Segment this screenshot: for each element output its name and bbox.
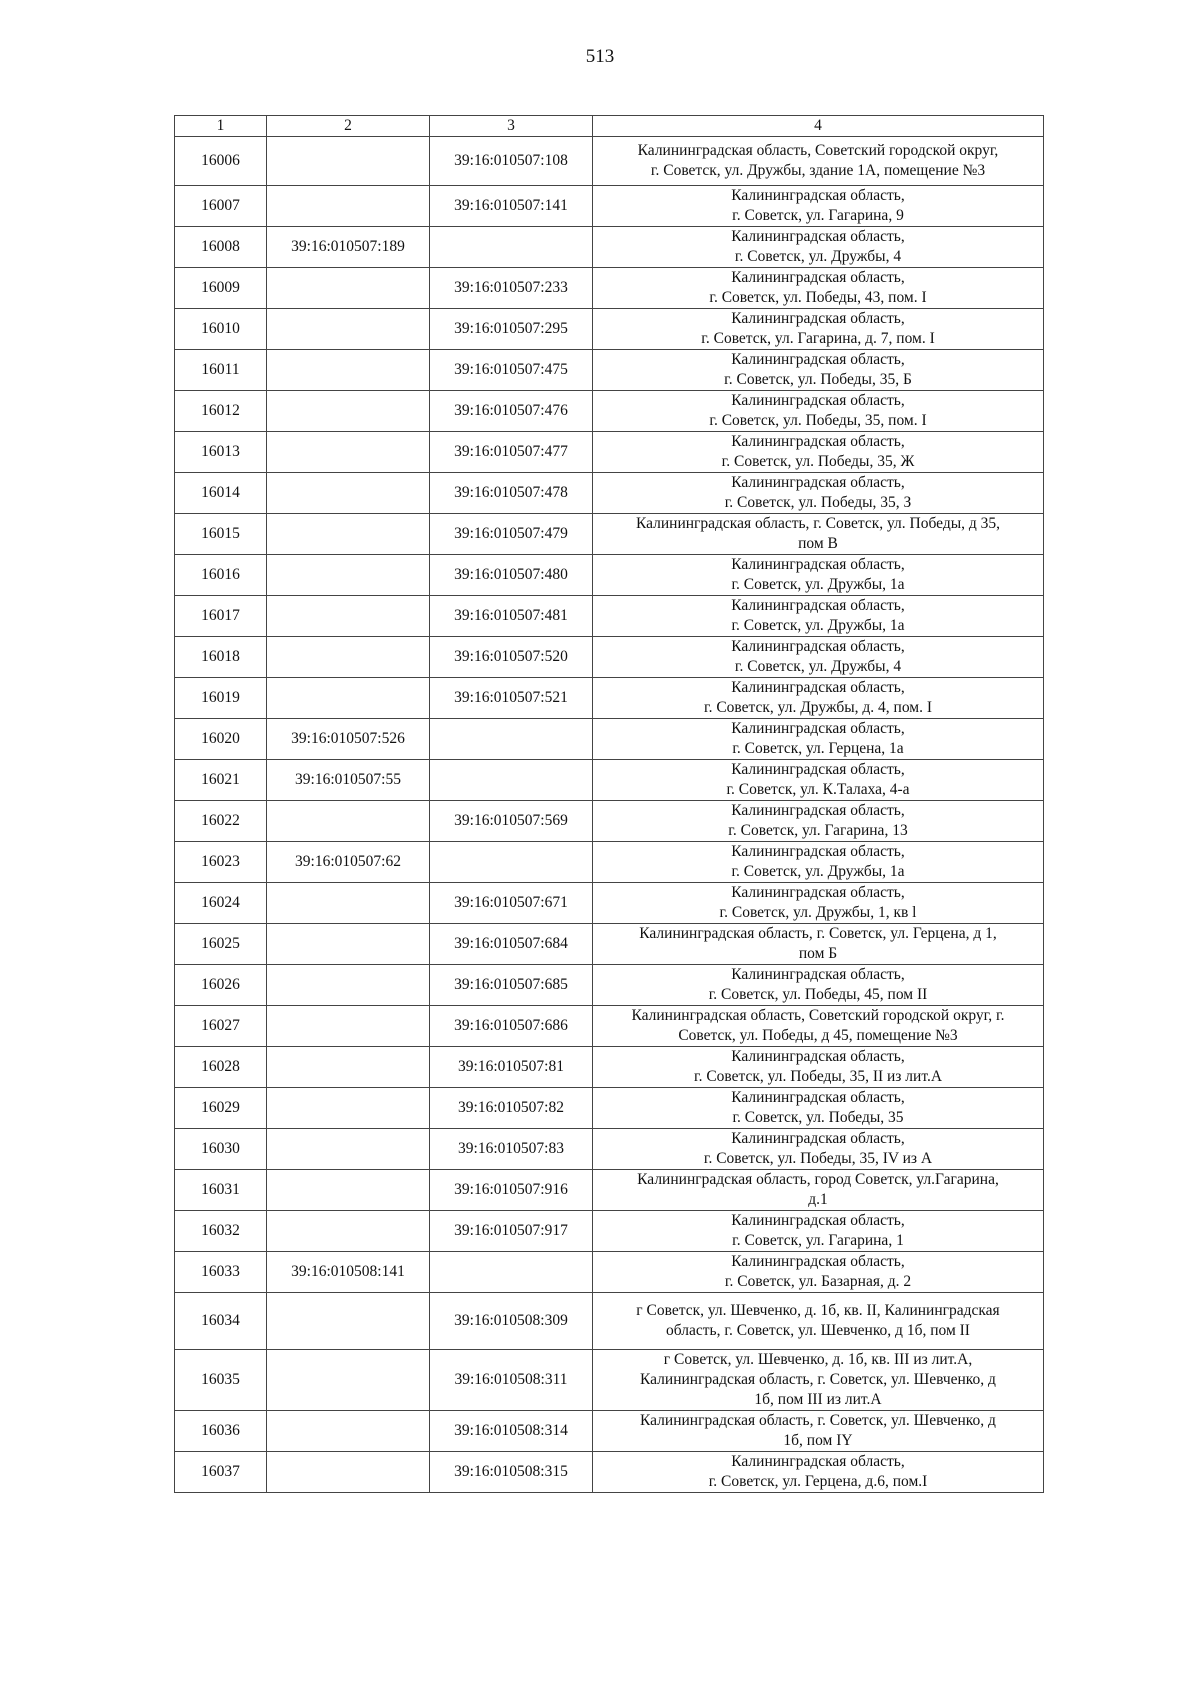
- address-cell: Калининградская область, г. Советск, ул. Дружбы, 1а: [593, 596, 1044, 637]
- address-cell: г Советск, ул. Шевченко, д. 1б, кв. II, Калининградская область, г. Советск, ул. Шевченко, д 1б, пом II: [593, 1293, 1044, 1350]
- cadastral-number-col3: [430, 842, 593, 883]
- cadastral-number-col2: 39:16:010508:141: [267, 1252, 430, 1293]
- address-cell: Калининградская область, г. Советск, ул. Победы, 35, пом. I: [593, 391, 1044, 432]
- address-cell: Калининградская область, г. Советск, ул. Гагарина, 1: [593, 1211, 1044, 1252]
- address-cell: Калининградская область, Советский городской округ, г. Советск, ул. Дружбы, здание 1А, помещение №3: [593, 137, 1044, 186]
- cadastral-number-col3: 39:16:010507:520: [430, 637, 593, 678]
- cadastral-number-col3: 39:16:010507:916: [430, 1170, 593, 1211]
- cadastral-number-col3: 39:16:010507:475: [430, 350, 593, 391]
- cadastral-number-col3: 39:16:010507:108: [430, 137, 593, 186]
- cadastral-number-col2: [267, 1293, 430, 1350]
- cadastral-number-col2: [267, 924, 430, 965]
- cadastral-number-col2: [267, 514, 430, 555]
- row-number-cell: 16025: [175, 924, 267, 965]
- cadastral-number-col2: [267, 637, 430, 678]
- table-row: [175, 186, 1044, 227]
- row-number-cell: 16016: [175, 555, 267, 596]
- cadastral-number-col2: [267, 1006, 430, 1047]
- table-row: [175, 1006, 1044, 1047]
- cadastral-number-col2: [267, 1170, 430, 1211]
- cadastral-number-col3: 39:16:010507:671: [430, 883, 593, 924]
- table-row: [175, 883, 1044, 924]
- cadastral-number-col2: [267, 432, 430, 473]
- row-number-cell: 16020: [175, 719, 267, 760]
- table-row: [175, 965, 1044, 1006]
- cadastral-number-col2: [267, 596, 430, 637]
- cadastral-number-col2: [267, 309, 430, 350]
- row-number-cell: 16009: [175, 268, 267, 309]
- cadastral-number-col2: 39:16:010507:62: [267, 842, 430, 883]
- address-cell: Калининградская область, г. Советск, ул. Дружбы, 4: [593, 637, 1044, 678]
- column-header: 4: [593, 116, 1044, 137]
- table-row: [175, 637, 1044, 678]
- table-row: [175, 1411, 1044, 1452]
- row-number-cell: 16007: [175, 186, 267, 227]
- cadastral-number-col2: [267, 883, 430, 924]
- table-row: [175, 1170, 1044, 1211]
- row-number-cell: 16006: [175, 137, 267, 186]
- row-number-cell: 16023: [175, 842, 267, 883]
- column-header: 1: [175, 116, 267, 137]
- cadastral-number-col3: 39:16:010508:309: [430, 1293, 593, 1350]
- address-cell: г Советск, ул. Шевченко, д. 1б, кв. III из лит.А, Калининградская область, г. Советск, ул. Шевченко, д 1б, пом III из лит.А: [593, 1350, 1044, 1411]
- address-cell: Калининградская область, г. Советск, ул. Дружбы, 4: [593, 227, 1044, 268]
- cadastral-number-col3: 39:16:010507:477: [430, 432, 593, 473]
- cadastral-number-col3: [430, 760, 593, 801]
- address-cell: Калининградская область, г. Советск, ул. Победы, 35, IV из А: [593, 1129, 1044, 1170]
- row-number-cell: 16035: [175, 1350, 267, 1411]
- table-row: [175, 1252, 1044, 1293]
- cadastral-number-col2: 39:16:010507:526: [267, 719, 430, 760]
- cadastral-number-col3: 39:16:010507:684: [430, 924, 593, 965]
- column-header: 2: [267, 116, 430, 137]
- table-row: [175, 842, 1044, 883]
- address-cell: Калининградская область, г. Советск, ул. Шевченко, д 1б, пом IY: [593, 1411, 1044, 1452]
- cadastral-number-col2: [267, 965, 430, 1006]
- address-cell: Калининградская область, г. Советск, ул. Победы, 43, пом. I: [593, 268, 1044, 309]
- cadastral-number-col3: 39:16:010507:685: [430, 965, 593, 1006]
- row-number-cell: 16033: [175, 1252, 267, 1293]
- address-cell: Калининградская область, г. Советск, ул. Дружбы, 1, кв l: [593, 883, 1044, 924]
- table-row: [175, 432, 1044, 473]
- cadastral-number-col2: 39:16:010507:189: [267, 227, 430, 268]
- table-row: [175, 1211, 1044, 1252]
- row-number-cell: 16008: [175, 227, 267, 268]
- row-number-cell: 16011: [175, 350, 267, 391]
- column-header: 3: [430, 116, 593, 137]
- cadastral-number-col2: [267, 1129, 430, 1170]
- table-row: [175, 719, 1044, 760]
- cadastral-number-col3: [430, 719, 593, 760]
- cadastral-number-col3: 39:16:010507:481: [430, 596, 593, 637]
- table-row: [175, 1293, 1044, 1350]
- cadastral-number-col3: [430, 1252, 593, 1293]
- registry-table: [174, 115, 1044, 1493]
- row-number-cell: 16034: [175, 1293, 267, 1350]
- cadastral-number-col2: [267, 350, 430, 391]
- cadastral-number-col3: 39:16:010507:686: [430, 1006, 593, 1047]
- row-number-cell: 16029: [175, 1088, 267, 1129]
- cadastral-number-col3: 39:16:010507:82: [430, 1088, 593, 1129]
- address-cell: Калининградская область, г. Советск, ул. Дружбы, д. 4, пом. I: [593, 678, 1044, 719]
- table-row: [175, 596, 1044, 637]
- cadastral-number-col3: 39:16:010507:295: [430, 309, 593, 350]
- cadastral-number-col3: 39:16:010507:569: [430, 801, 593, 842]
- cadastral-number-col3: 39:16:010508:315: [430, 1452, 593, 1493]
- row-number-cell: 16017: [175, 596, 267, 637]
- row-number-cell: 16030: [175, 1129, 267, 1170]
- cadastral-number-col2: [267, 678, 430, 719]
- row-number-cell: 16021: [175, 760, 267, 801]
- address-cell: Калининградская область, г. Советск, ул. Победы, 35: [593, 1088, 1044, 1129]
- table-row: [175, 350, 1044, 391]
- table-row: [175, 678, 1044, 719]
- cadastral-number-col2: [267, 1211, 430, 1252]
- row-number-cell: 16036: [175, 1411, 267, 1452]
- cadastral-number-col2: 39:16:010507:55: [267, 760, 430, 801]
- cadastral-number-col2: [267, 1411, 430, 1452]
- cadastral-number-col2: [267, 137, 430, 186]
- row-number-cell: 16012: [175, 391, 267, 432]
- row-number-cell: 16013: [175, 432, 267, 473]
- cadastral-number-col2: [267, 268, 430, 309]
- address-cell: Калининградская область, г. Советск, ул. Гагарина, 13: [593, 801, 1044, 842]
- cadastral-number-col3: 39:16:010508:314: [430, 1411, 593, 1452]
- cadastral-number-col2: [267, 186, 430, 227]
- row-number-cell: 16010: [175, 309, 267, 350]
- cadastral-number-col2: [267, 1452, 430, 1493]
- cadastral-number-col3: 39:16:010508:311: [430, 1350, 593, 1411]
- address-cell: Калининградская область, г. Советск, ул. Победы, д 35, пом В: [593, 514, 1044, 555]
- row-number-cell: 16018: [175, 637, 267, 678]
- address-cell: Калининградская область, г. Советск, ул. Базарная, д. 2: [593, 1252, 1044, 1293]
- table-row: [175, 1452, 1044, 1493]
- address-cell: Калининградская область, г. Советск, ул. К.Талаха, 4-а: [593, 760, 1044, 801]
- address-cell: Калининградская область, г. Советск, ул. Дружбы, 1а: [593, 842, 1044, 883]
- row-number-cell: 16024: [175, 883, 267, 924]
- cadastral-number-col2: [267, 391, 430, 432]
- table-row: [175, 760, 1044, 801]
- address-cell: Калининградская область, г. Советск, ул. Герцена, д 1, пом Б: [593, 924, 1044, 965]
- page-number: 513: [585, 46, 615, 67]
- address-cell: Калининградская область, г. Советск, ул. Победы, 35, З: [593, 473, 1044, 514]
- cadastral-number-col2: [267, 1047, 430, 1088]
- table-row: [175, 137, 1044, 186]
- cadastral-number-col3: [430, 227, 593, 268]
- cadastral-number-col2: [267, 801, 430, 842]
- row-number-cell: 16015: [175, 514, 267, 555]
- cadastral-number-col3: 39:16:010507:476: [430, 391, 593, 432]
- address-cell: Калининградская область, г. Советск, ул. Дружбы, 1а: [593, 555, 1044, 596]
- cadastral-number-col3: 39:16:010507:83: [430, 1129, 593, 1170]
- address-cell: Калининградская область, г. Советск, ул. Победы, 35, Ж: [593, 432, 1044, 473]
- cadastral-number-col3: 39:16:010507:917: [430, 1211, 593, 1252]
- cadastral-number-col3: 39:16:010507:479: [430, 514, 593, 555]
- table-row: [175, 801, 1044, 842]
- table-row: [175, 268, 1044, 309]
- table-row: [175, 227, 1044, 268]
- row-number-cell: 16028: [175, 1047, 267, 1088]
- row-number-cell: 16022: [175, 801, 267, 842]
- row-number-cell: 16027: [175, 1006, 267, 1047]
- address-cell: Калининградская область, г. Советск, ул. Победы, 35, II из лит.А: [593, 1047, 1044, 1088]
- table-body: [175, 137, 1044, 1493]
- cadastral-number-col2: [267, 1088, 430, 1129]
- table-row: [175, 309, 1044, 350]
- table-row: [175, 1047, 1044, 1088]
- row-number-cell: 16019: [175, 678, 267, 719]
- address-cell: Калининградская область, город Советск, ул.Гагарина, д.1: [593, 1170, 1044, 1211]
- cadastral-number-col3: 39:16:010507:480: [430, 555, 593, 596]
- row-number-cell: 16037: [175, 1452, 267, 1493]
- address-cell: Калининградская область, г. Советск, ул. Герцена, д.6, пом.I: [593, 1452, 1044, 1493]
- table-row: [175, 555, 1044, 596]
- row-number-cell: 16031: [175, 1170, 267, 1211]
- address-cell: Калининградская область, г. Советск, ул. Гагарина, д. 7, пом. I: [593, 309, 1044, 350]
- cadastral-number-col2: [267, 1350, 430, 1411]
- row-number-cell: 16026: [175, 965, 267, 1006]
- table-row: [175, 473, 1044, 514]
- address-cell: Калининградская область, г. Советск, ул. Герцена, 1а: [593, 719, 1044, 760]
- address-cell: Калининградская область, г. Советск, ул. Победы, 45, пом II: [593, 965, 1044, 1006]
- table-row: [175, 514, 1044, 555]
- cadastral-number-col3: 39:16:010507:233: [430, 268, 593, 309]
- table-row: [175, 1350, 1044, 1411]
- address-cell: Калининградская область, Советский городской округ, г. Советск, ул. Победы, д 45, помещение №3: [593, 1006, 1044, 1047]
- row-number-cell: 16032: [175, 1211, 267, 1252]
- address-cell: Калининградская область, г. Советск, ул. Гагарина, 9: [593, 186, 1044, 227]
- cadastral-number-col3: 39:16:010507:81: [430, 1047, 593, 1088]
- address-cell: Калининградская область, г. Советск, ул. Победы, 35, Б: [593, 350, 1044, 391]
- cadastral-number-col2: [267, 555, 430, 596]
- table-row: [175, 924, 1044, 965]
- table-row: [175, 391, 1044, 432]
- table-row: [175, 1129, 1044, 1170]
- cadastral-number-col2: [267, 473, 430, 514]
- table-row: [175, 1088, 1044, 1129]
- cadastral-number-col3: 39:16:010507:478: [430, 473, 593, 514]
- cadastral-number-col3: 39:16:010507:141: [430, 186, 593, 227]
- row-number-cell: 16014: [175, 473, 267, 514]
- cadastral-number-col3: 39:16:010507:521: [430, 678, 593, 719]
- table-header-row: [175, 116, 1044, 137]
